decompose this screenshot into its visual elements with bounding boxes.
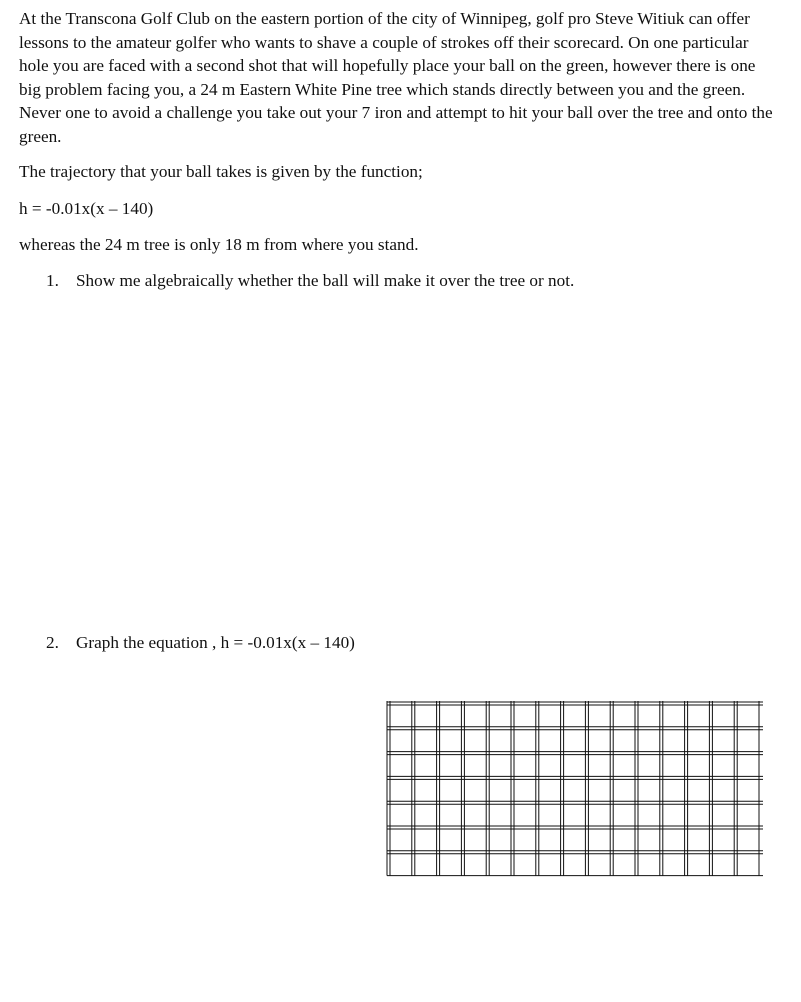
question-2-text: Graph the equation , h = -0.01x(x – 140): [76, 633, 355, 652]
answer-space-1[interactable]: [19, 300, 779, 620]
question-1: [46, 269, 574, 292]
question-1-number: 1.: [46, 271, 59, 290]
question-1-text: Show me algebraically whether the ball will make it over the tree or not.: [76, 271, 575, 290]
question-2-number: 2.: [46, 633, 59, 652]
graph-grid-svg: [385, 700, 765, 886]
trajectory-equation: h = -0.01x(x – 140): [19, 199, 154, 218]
trajectory-text: The trajectory that your ball takes is given by the function;: [19, 162, 423, 181]
tree-distance-text: whereas the 24 m tree is only 18 m from where you stand.: [19, 235, 419, 254]
graph-grid[interactable]: [385, 700, 765, 886]
intro-paragraph: At the Transcona Golf Club on the eastern portion of the city of Winnipeg, golf pro Steve Witiuk can offer lessons to the amateur golfer who wants to shave a couple of strokes off their scorecard. On one particular hole you are faced with a second shot that will hopefully place your ball on the green, however there is one big problem facing you, a 24 m Eastern White Pine tree which stands directly between you and the green. Never one to avoid a challenge you take out your 7 iron and attempt to hit your ball over the tree and onto the green.: [19, 9, 773, 146]
question-2: [46, 631, 355, 654]
